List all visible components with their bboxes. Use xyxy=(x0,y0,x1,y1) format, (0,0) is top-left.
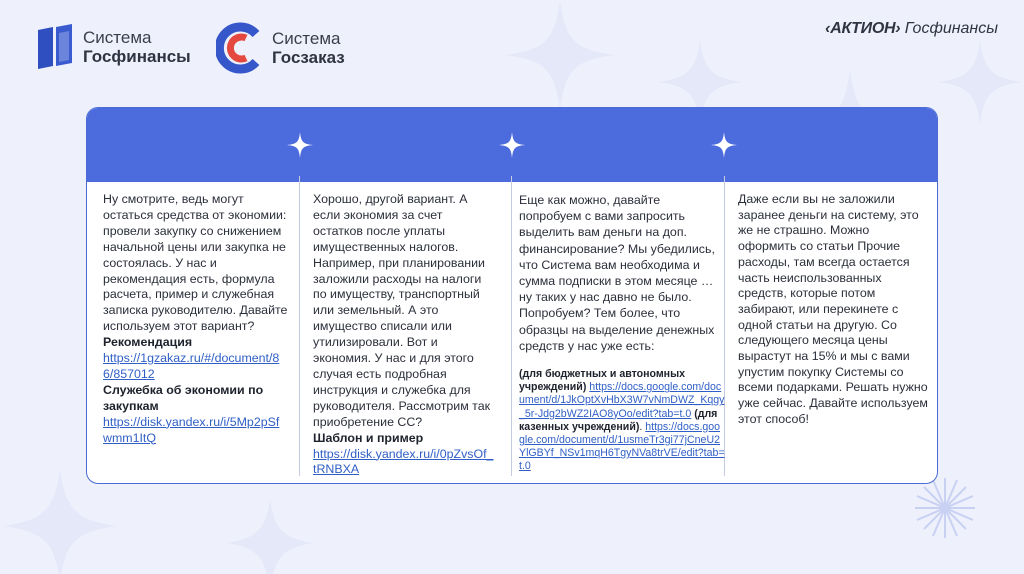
column2-text: Хорошо, другой вариант. А если экономия за счет остатков после уплаты имущественных налогов. Например, при планировании заложили расходы на налоги по имуществу, транспортный или земельный. А это имущество списали или утилизировали. Вот и экономия. У нас и для этого случая есть подробная инструкция и служебка для руководителя. Рассмотрим так приобретение СС? xyxy=(313,192,491,429)
sparkle-decoration xyxy=(915,478,975,538)
template-link[interactable]: https://disk.yandex.ru/i/0pZvsOf_tRNBXA xyxy=(313,446,494,477)
sparkle-icon xyxy=(287,132,313,158)
memo-link[interactable]: https://disk.yandex.ru/i/5Mp2pSfwmm1ItQ xyxy=(103,414,280,445)
column1-text: Ну смотрите, ведь могут остаться средства от экономии: провели закупку со снижением начальной цены или закупка не состоялась. У нас и рекомендация есть, формула расчета, пример и служебная записка руководителю. Давайте используем этот вариант? xyxy=(103,192,288,334)
logo-goszakaz[interactable] xyxy=(216,22,345,74)
sparkle-icon xyxy=(499,132,525,158)
book-logo-icon xyxy=(35,24,75,70)
template-title: Шаблон и пример xyxy=(313,430,424,445)
brand-aktion-gosfinansy[interactable] xyxy=(825,20,998,38)
memo-title: Служебка об экономии по закупкам xyxy=(103,382,264,413)
budget-label: (для бюджетных и автономных учреждений) xyxy=(519,368,686,394)
logo2-line1: Система xyxy=(272,29,341,48)
content-card xyxy=(86,107,938,484)
column-other-expenses xyxy=(738,192,928,428)
logo1-line1: Система xyxy=(83,28,152,47)
kazen-label: (для казенных учреждений) xyxy=(519,407,718,433)
brand-aktion: ‹АКТИОН› xyxy=(825,20,901,37)
recommendation-link[interactable]: https://1gzakaz.ru/#/document/86/857012 xyxy=(103,351,280,381)
ring-logo-icon xyxy=(216,22,264,74)
column3-text: Еще как можно, давайте попробуем с вами запросить выделить вам деньги на доп. финансирование? Мы убедились, что Система вам необходима и сумма подписки в этом месяце … ну таких у нас давно не было. Попробуем? Тем более, что образцы на выделение денежных средств у нас уже есть: xyxy=(519,193,715,353)
column-taxes xyxy=(313,192,495,478)
column-extra-funding: Еще как можно, давайте попробуем с вами запросить выделить вам деньги на доп. финансирование? Мы убедились, что Система вам необходима и сумма подписки в этом месяце … ну таких у нас давно не было. Попробуем? Тем более, что образцы на выделение денежных средств у нас уже есть: (для бюджетных и автономных учреждений) https://docs.google.com/document/d/1JkOptXvHbX3W7vNmDWZ_Kqgy_5r-Jdg2bWZ2IAO8yOo/edit?tab=t.0 (для казенных учреждений). https://docs.google.com/document/d/1usmeTr3gi77jCneU2YlGBYf_NSv1mqH6TgyNVa8trVE/edit?tab=t.0 xyxy=(519,193,725,473)
recommendation-title: Рекомендация xyxy=(103,335,193,350)
budget-link[interactable]: https://docs.google.com/document/d/1JkOptXvHbX3W7vNmDWZ_Kqgy_5r-Jdg2bWZ2IAO8yOo/edit?tab=t.0 xyxy=(519,381,725,420)
brand-gosfinansy: Госфинансы xyxy=(904,20,998,37)
kazen-link[interactable]: https://docs.google.com/document/d/1usmeTr3gi77jCneU2YlGBYf_NSv1mqH6TgyNVa8trVE/edit?tab=t.0 xyxy=(519,420,725,473)
column-economy xyxy=(103,192,288,447)
logo1-line2: Госфинансы xyxy=(83,47,191,66)
sparkle-icon xyxy=(711,132,737,158)
logo-gosfinansy[interactable] xyxy=(35,24,191,70)
logo2-line2: Госзаказ xyxy=(272,48,345,67)
card-header xyxy=(87,108,937,182)
column4-text: Даже если вы не заложили заранее деньги на систему, это же не страшно. Можно оформить со статьи Прочие расходы, там всегда остается часть неиспользованных средств, которые потом забирают, или перекинете с одной статьи на другую. Со следующего месяца цены вырастут на 15% и мы с вами упустим покупку Системы со всеми подарками. Решать нужно уже сейчас. Давайте используем этот способ! xyxy=(738,192,928,426)
